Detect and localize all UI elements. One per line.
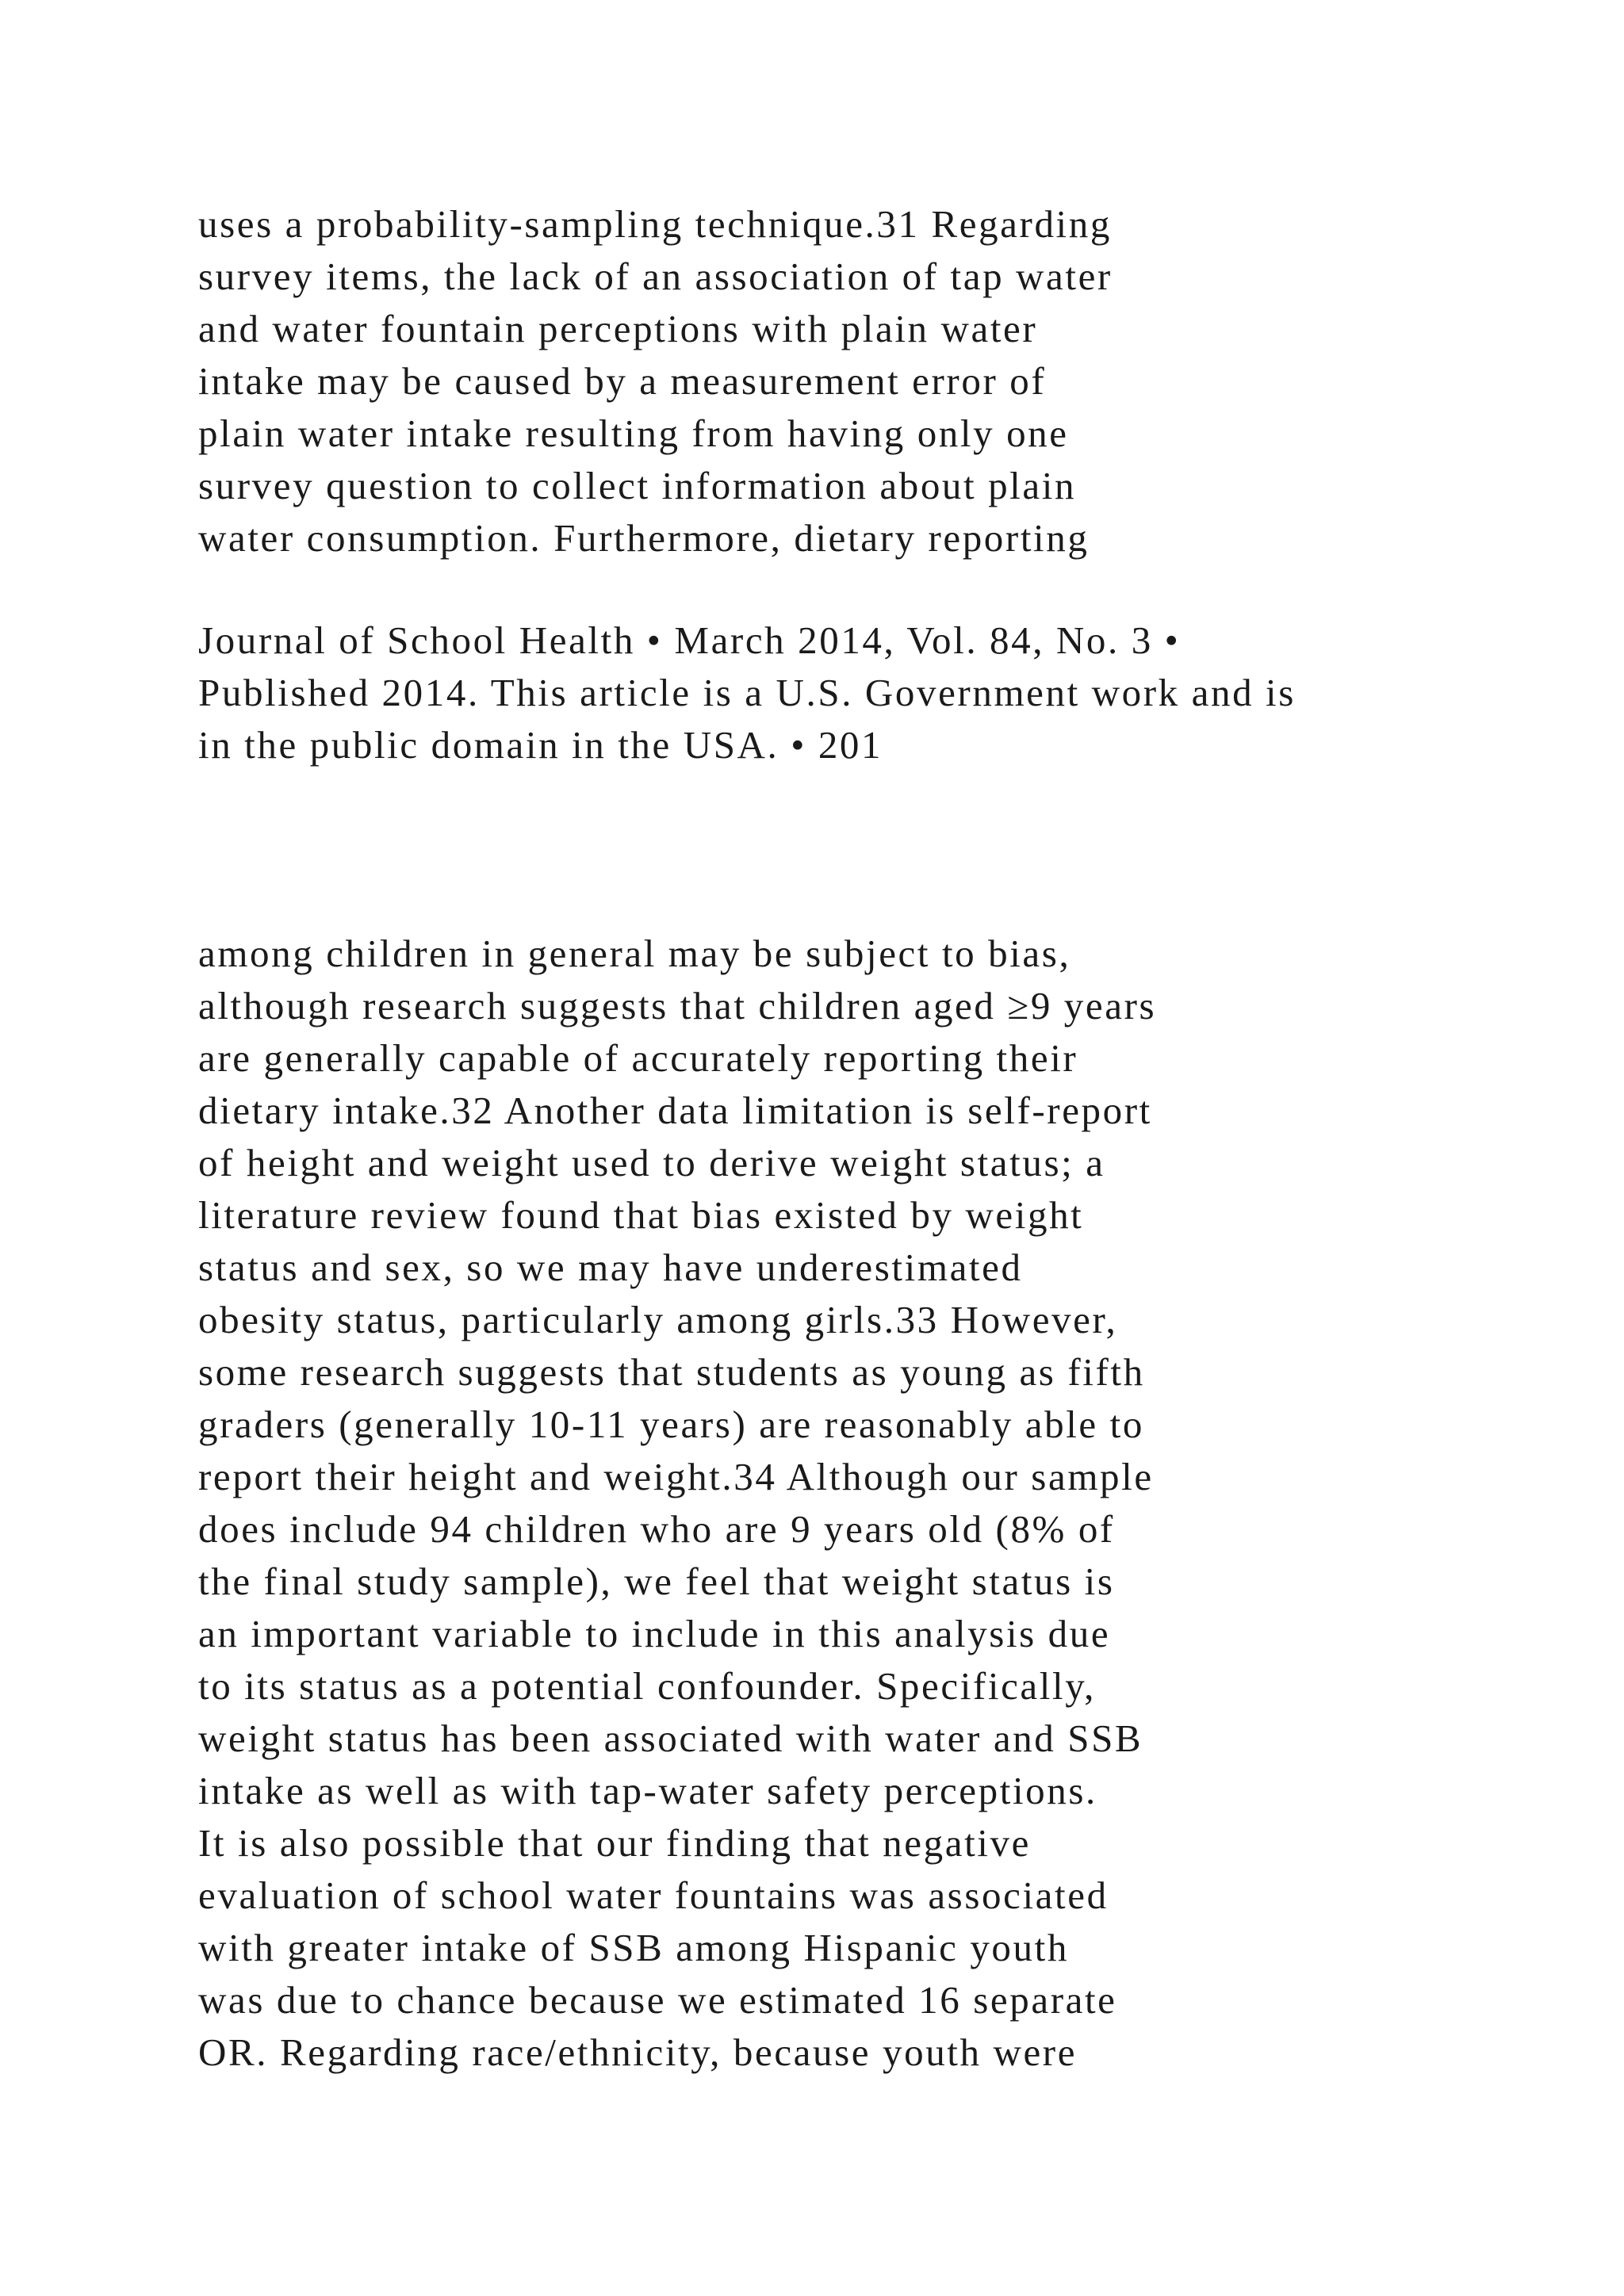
text-line: are generally capable of accurately reporting their (198, 1036, 1078, 1080)
footer-line: in the public domain in the USA. • 201 (198, 723, 883, 767)
text-line: among children in general may be subject to bias, (198, 932, 1071, 975)
text-line: with greater intake of SSB among Hispanic youth (198, 1926, 1069, 1969)
text-line: the final study sample), we feel that weight status is (198, 1559, 1115, 1603)
text-line: survey items, the lack of an association of tap water (198, 254, 1113, 298)
text-line: uses a probability-sampling technique.31 Regarding (198, 202, 1112, 246)
text-line: weight status has been associated with water and SSB (198, 1716, 1143, 1760)
text-line: intake as well as with tap-water safety perceptions. (198, 1769, 1097, 1812)
text-line: status and sex, so we may have underestimated (198, 1246, 1023, 1289)
body-paragraph-2 (198, 928, 1156, 2079)
text-line: water consumption. Furthermore, dietary reporting (198, 516, 1090, 560)
text-line: and water fountain perceptions with plain water (198, 307, 1038, 350)
journal-footer (198, 614, 1296, 771)
text-line: an important variable to include in this analysis due (198, 1612, 1111, 1655)
text-line: although research suggests that children aged ≥9 years (198, 984, 1157, 1027)
text-line: was due to chance because we estimated 16 separate (198, 1978, 1117, 2022)
text-line: OR. Regarding race/ethnicity, because youth were (198, 2030, 1078, 2074)
text-line: of height and weight used to derive weight status; a (198, 1141, 1105, 1184)
text-line: some research suggests that students as young as fifth (198, 1350, 1145, 1394)
body-paragraph-1 (198, 198, 1113, 564)
text-line: obesity status, particularly among girls.33 However, (198, 1298, 1118, 1341)
text-line: survey question to collect information about plain (198, 464, 1077, 507)
text-line: report their height and weight.34 Although our sample (198, 1455, 1154, 1498)
text-line: does include 94 children who are 9 years old (8% of (198, 1507, 1115, 1551)
footer-line: Published 2014. This article is a U.S. Government work and is (198, 671, 1296, 714)
text-line: plain water intake resulting from having only one (198, 411, 1069, 455)
footer-line: Journal of School Health • March 2014, Vol. 84, No. 3 • (198, 618, 1181, 662)
text-line: evaluation of school water fountains was associated (198, 1873, 1109, 1917)
text-line: dietary intake.32 Another data limitation is self-report (198, 1089, 1152, 1132)
text-line: literature review found that bias existed by weight (198, 1193, 1084, 1237)
text-line: It is also possible that our finding that negative (198, 1821, 1031, 1865)
text-line: to its status as a potential confounder. Specifically, (198, 1664, 1096, 1708)
text-line: graders (generally 10-11 years) are reasonably able to (198, 1402, 1144, 1446)
text-line: intake may be caused by a measurement error of (198, 359, 1047, 403)
